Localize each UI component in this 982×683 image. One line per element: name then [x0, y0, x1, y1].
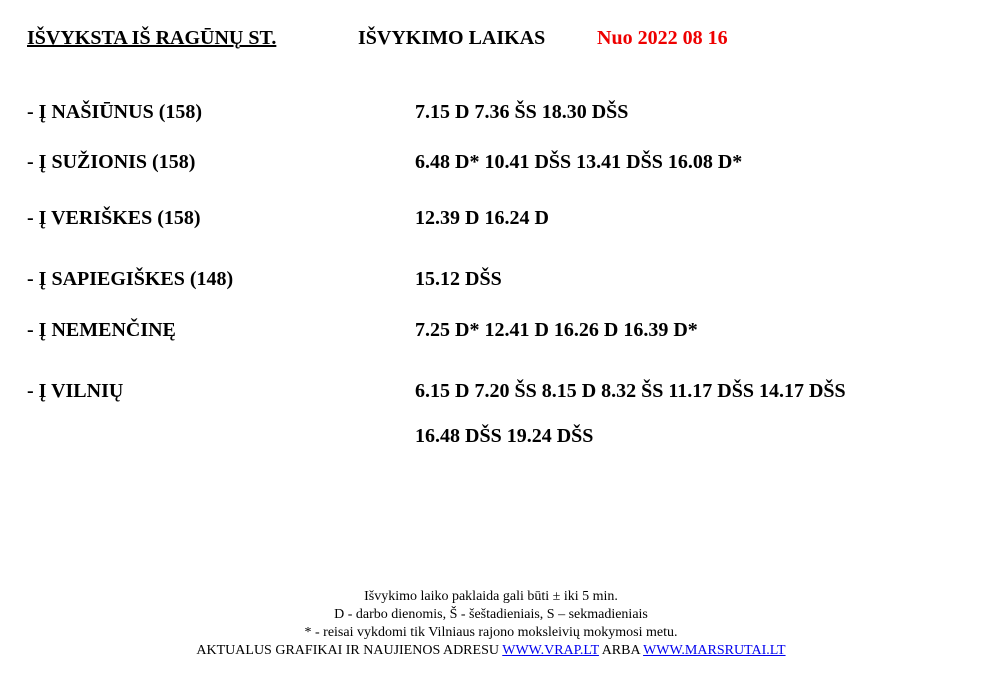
footer-legend: D - darbo dienomis, Š - šeštadieniais, S – sekmadieniais [334, 607, 648, 622]
route-destination: - Į NEMENČINĘ [27, 319, 176, 341]
route-destination: - Į SAPIEGIŠKES (148) [27, 268, 234, 290]
route-row [0, 207, 982, 233]
route-row [0, 151, 982, 177]
route-row [0, 380, 982, 406]
vrap-link[interactable]: WWW.VRAP.LT [502, 643, 599, 658]
footer-tolerance-note: Išvykimo laiko paklaida gali būti ± iki 5 min. [364, 589, 618, 604]
footer-links-mid: ARBA [601, 643, 640, 658]
valid-from-date: Nuo 2022 08 16 [597, 27, 728, 49]
route-destination: - Į VILNIŲ [27, 380, 124, 402]
route-row [0, 101, 982, 127]
footer-links-prefix: AKTUALUS GRAFIKAI IR NAUJIENOS ADRESU [196, 643, 499, 658]
departure-time-heading: IŠVYKIMO LAIKAS [358, 27, 546, 49]
route-times: 7.15 D 7.36 ŠS 18.30 DŠS [415, 101, 629, 123]
footer-notes [0, 588, 982, 660]
footer-links-line [0, 642, 982, 660]
station-title: IŠVYKSTA IŠ RAGŪNŲ ST. [27, 27, 277, 49]
footer-school-note: * - reisai vykdomi tik Vilniaus rajono moksleivių mokymosi metu. [304, 625, 678, 640]
route-times: 7.25 D* 12.41 D 16.26 D 16.39 D* [415, 319, 698, 341]
route-times: 15.12 DŠS [415, 268, 502, 290]
route-row [0, 319, 982, 345]
route-times: 6.15 D 7.20 ŠS 8.15 D 8.32 ŠS 11.17 DŠS 14.17 DŠS [415, 380, 846, 402]
route-destination: - Į SUŽIONIS (158) [27, 151, 196, 173]
marsrutai-link[interactable]: WWW.MARSRUTAI.LT [643, 643, 786, 658]
route-row-continued [0, 425, 982, 451]
route-destination: - Į VERIŠKES (158) [27, 207, 201, 229]
route-times: 12.39 D 16.24 D [415, 207, 549, 229]
route-row [0, 268, 982, 294]
route-times: 6.48 D* 10.41 DŠS 13.41 DŠS 16.08 D* [415, 151, 743, 173]
route-times: 16.48 DŠS 19.24 DŠS [415, 425, 594, 447]
route-destination: - Į NAŠIŪNUS (158) [27, 101, 203, 123]
